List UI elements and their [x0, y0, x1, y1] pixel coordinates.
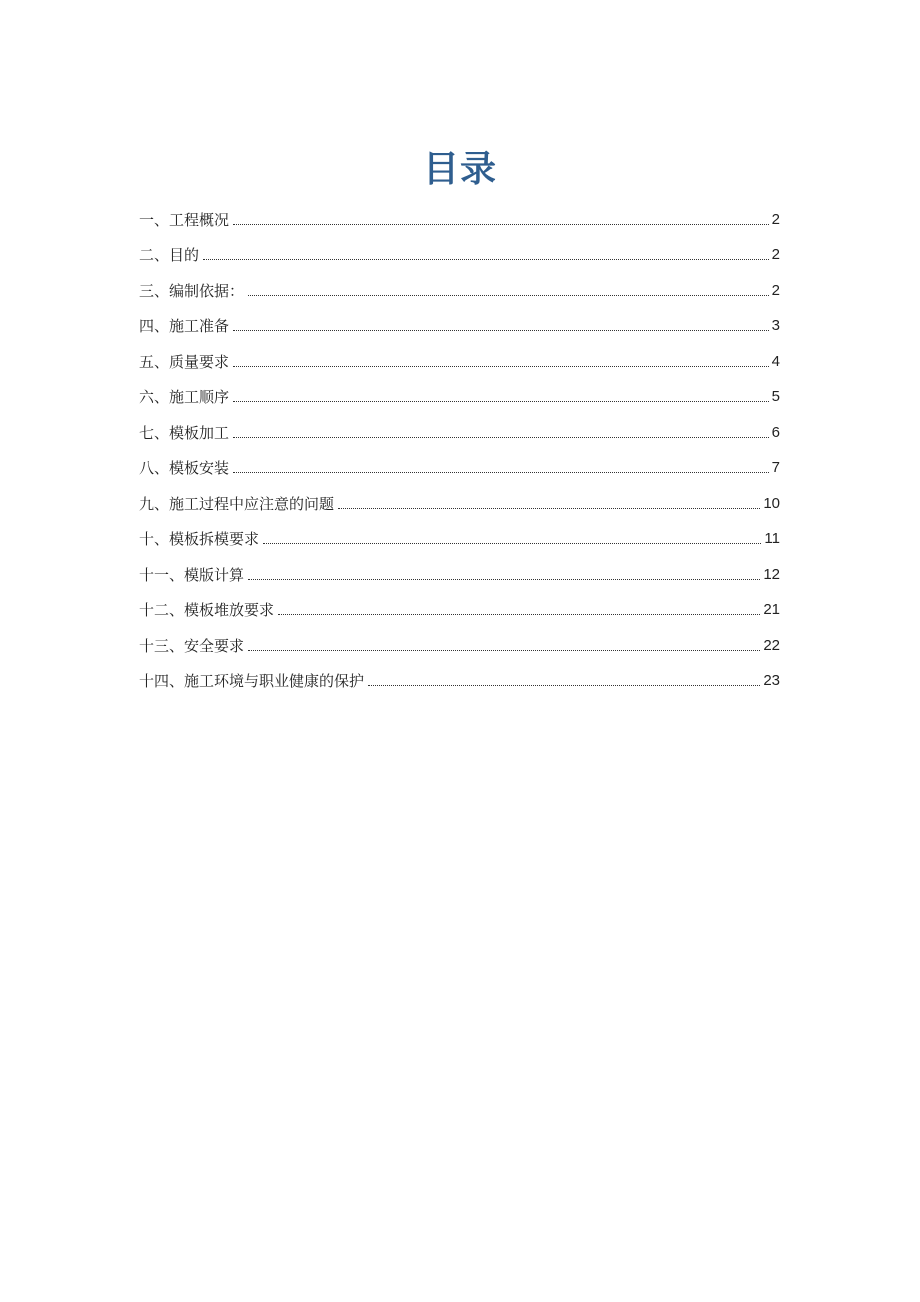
toc-leader-dots: [233, 224, 769, 225]
toc-entry[interactable]: [139, 444, 780, 480]
toc-entry-label: 五、质量要求: [139, 352, 230, 371]
toc-entry-page: 11: [764, 530, 780, 547]
toc-entry-page: 3: [771, 317, 780, 334]
toc-entry-page: 22: [763, 636, 780, 654]
toc-entry-page: 21: [763, 601, 780, 618]
toc-entry[interactable]: [139, 266, 780, 302]
toc-entry[interactable]: [139, 337, 780, 373]
toc-leader-dots: [338, 508, 760, 509]
toc-entry-page: 4: [771, 352, 780, 370]
toc-entry[interactable]: [139, 621, 780, 657]
toc-leader-dots: [233, 330, 769, 331]
toc-leader-dots: [233, 437, 769, 438]
toc-leader-dots: [278, 614, 760, 615]
toc-leader-dots: [233, 472, 769, 473]
toc-leader-dots: [248, 295, 769, 296]
toc-entry[interactable]: [139, 586, 780, 622]
toc-entry-label: 十三、安全要求: [139, 636, 245, 655]
toc-leader-dots: [248, 650, 760, 651]
toc-entry-page: 23: [763, 672, 780, 689]
toc-entry[interactable]: [139, 657, 780, 693]
toc-entry-label: 十二、模板堆放要求: [139, 601, 275, 619]
toc-leader-dots: [233, 401, 769, 402]
toc-entry-page: 2: [771, 281, 780, 299]
toc-entry-label: 一、工程概况: [139, 210, 230, 229]
toc-entry-label: 三、编制依据：: [139, 281, 245, 300]
toc-list: [139, 195, 780, 692]
toc-leader-dots: [248, 579, 760, 580]
toc-entry[interactable]: [139, 373, 780, 409]
toc-entry-page: 6: [771, 423, 780, 441]
toc-entry-label: 十一、模版计算: [139, 565, 245, 584]
toc-leader-dots: [368, 685, 760, 686]
toc-entry-label: 十四、施工环境与职业健康的保护: [139, 672, 365, 690]
toc-entry-label: 六、施工顺序: [139, 388, 230, 406]
toc-entry-page: 2: [771, 246, 780, 263]
toc-entry[interactable]: [139, 479, 780, 515]
toc-entry[interactable]: [139, 515, 780, 551]
toc-leader-dots: [203, 259, 769, 260]
toc-leader-dots: [263, 543, 761, 544]
toc-entry[interactable]: [139, 231, 780, 267]
toc-title: 目录: [422, 149, 497, 190]
toc-entry-page: 12: [763, 565, 780, 583]
toc-entry[interactable]: [139, 408, 780, 444]
toc-entry-label: 二、目的: [139, 246, 200, 264]
toc-entry-page: 10: [763, 494, 780, 512]
toc-entry-label: 十、模板拆模要求: [139, 530, 260, 548]
toc-entry[interactable]: [139, 550, 780, 586]
toc-entry-label: 四、施工准备: [139, 317, 230, 335]
toc-entry[interactable]: [139, 195, 780, 231]
toc-entry-label: 八、模板安装: [139, 459, 230, 477]
toc-leader-dots: [233, 366, 769, 367]
toc-entry[interactable]: [139, 302, 780, 338]
toc-entry-label: 七、模板加工: [139, 423, 230, 442]
toc-entry-label: 九、施工过程中应注意的问题: [139, 494, 335, 513]
toc-entry-page: 2: [771, 210, 780, 228]
toc-entry-page: 7: [771, 459, 780, 476]
toc-entry-page: 5: [771, 388, 780, 405]
